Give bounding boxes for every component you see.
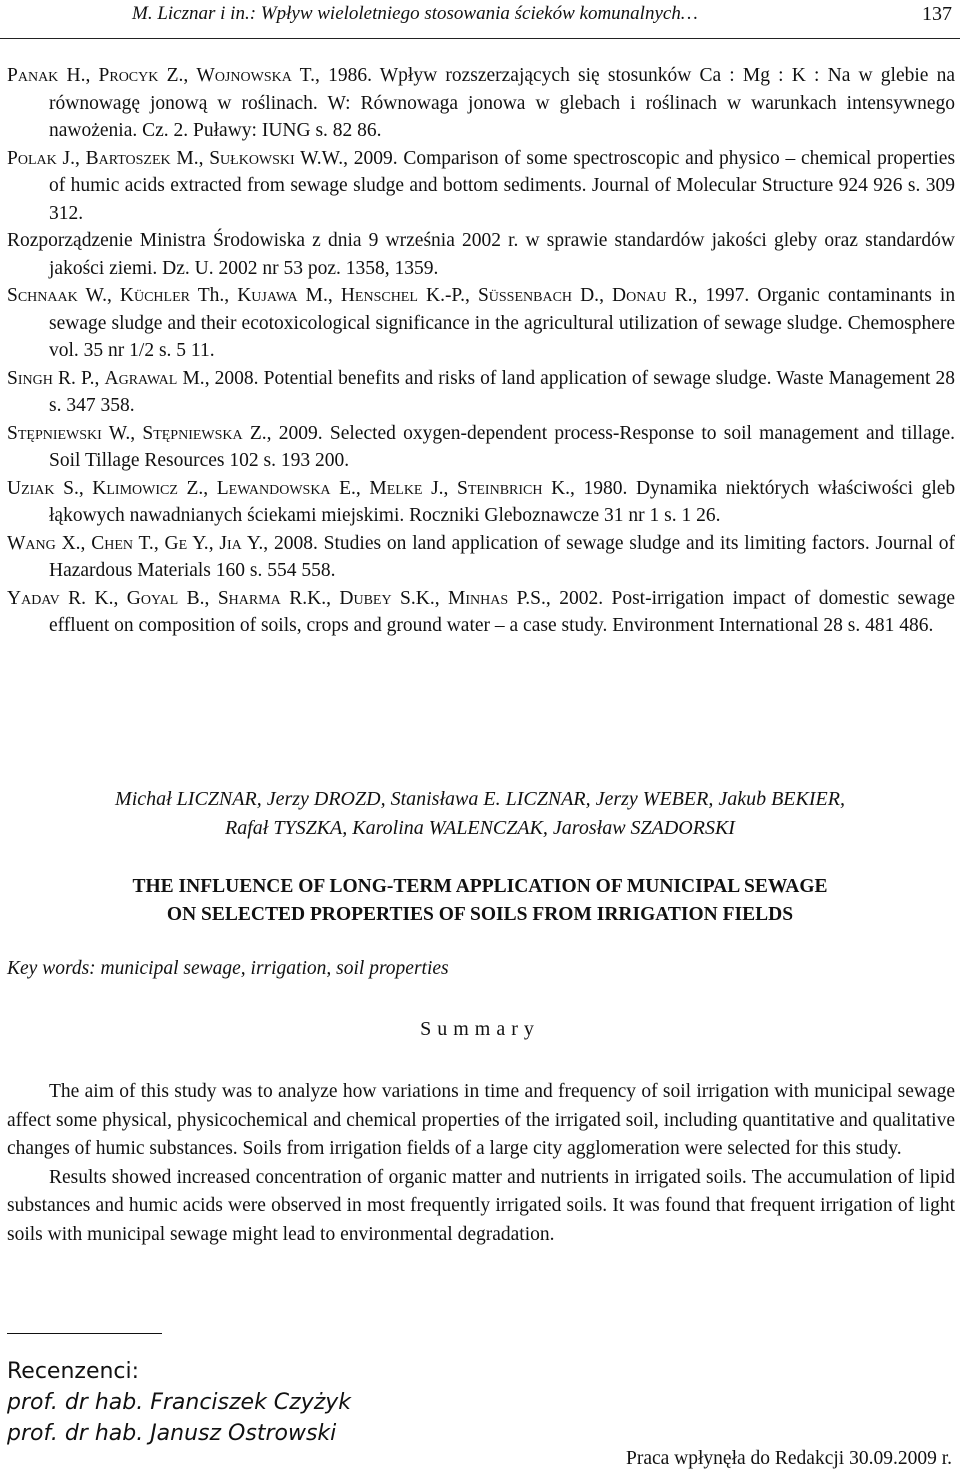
- reference-author-surname: Küchler: [119, 285, 190, 306]
- reference-author-initials: R.: [674, 285, 693, 306]
- reference-author-initials: J.: [431, 477, 444, 499]
- reference-author-initials: W.: [85, 285, 107, 306]
- reference-author-surname: Stępniewski: [7, 422, 102, 444]
- reference-entry: Panak H., Procyk Z., Wojnowska T., 1986. Wpływ rozszerzających się stosunków Ca : Mg : K : Na w glebie na równowagę jonową w roślinach. W: Równowaga jonowa w glebach i roślinach w warunkach intensywnego nawożenia. Cz. 2. Puławy: IUNG s. 82 86.: [7, 65, 956, 141]
- reference-author-initials: K.-P.: [425, 285, 465, 306]
- reference-author-surname: Bartoszek: [85, 147, 171, 169]
- reference-author-surname: Steinbrich: [456, 477, 543, 499]
- reference-author-surname: Goyal: [126, 587, 179, 609]
- summary-body: [7, 1078, 955, 1249]
- reference-author-surname: Klimowicz: [92, 477, 178, 499]
- summary-heading: Summary: [420, 1018, 540, 1040]
- reference-author-surname: Kujawa: [237, 285, 298, 306]
- reference-author-surname: Chen: [91, 532, 133, 554]
- reference-author-initials: W.W.: [300, 147, 344, 169]
- reference-entry: Uziak S., Klimowicz Z., Lewandowska E., Melke J., Steinbrich K., 1980. Dynamika niektórych właściwości gleb łąkowych nawadnianych ściekami miejskimi. Roczniki Gleboznawcze 31 nr 1 s. 1 26.: [7, 477, 956, 526]
- reference-text: Potential benefits and risks of land application of sewage sludge. Waste Management 28 s. 347 358.: [49, 367, 955, 416]
- reviewer-name: prof. dr hab. Franciszek Czyżyk: [7, 1390, 352, 1415]
- running-title: M. Licznar i in.: Wpływ wieloletniego stosowania ścieków komunalnych…: [132, 3, 698, 24]
- reference-author-initials: Th.: [197, 285, 225, 306]
- reference-text: Dynamika niektórych właściwości gleb łąkowych nawadnianych ściekami miejskimi. Roczniki Gleboznawcze 31 nr 1 s. 1 26.: [49, 477, 956, 526]
- reference-author-initials: K.: [551, 477, 571, 499]
- english-title: [0, 873, 960, 929]
- reference-author-initials: R. P.: [57, 367, 95, 389]
- reference-year: 1986: [328, 65, 368, 86]
- reference-text: Comparison of some spectroscopic and physico – chemical properties of humic acids extracted from sewage sludge and bottom sediments. Journal of Molecular Structure 924 926 s. 309 312.: [49, 147, 956, 224]
- reference-list: [7, 62, 955, 640]
- reference-author-initials: M.: [176, 147, 199, 169]
- reference-text: Rozporządzenie Ministra Środowiska z dnia 9 września 2002 r. w sprawie standardów jakości gleby oraz standardów jakości ziemi. Dz. U. 2002 nr 53 poz. 1358, 1359.: [7, 230, 955, 279]
- reference-author-surname: Panak: [7, 65, 59, 86]
- reference-author-surname: Jia: [219, 532, 242, 554]
- reference-author-initials: T.: [299, 65, 315, 86]
- reference-year: 1980: [583, 477, 623, 499]
- english-authors: [0, 785, 960, 843]
- reference-author-initials: Z.: [249, 422, 267, 444]
- reference-entry: [7, 227, 955, 282]
- reference-author-initials: D.: [580, 285, 600, 306]
- reference-author-initials: X.: [61, 532, 81, 554]
- reference-author-initials: Y.: [192, 532, 209, 554]
- reference-author-surname: Ge: [164, 532, 188, 554]
- reference-author-surname: Sharma: [217, 587, 281, 609]
- reviewers: [7, 1356, 351, 1449]
- received-date: Praca wpłynęła do Redakcji 30.09.2009 r.: [625, 1448, 952, 1469]
- reference-author-surname: Lewandowska: [216, 477, 331, 499]
- reference-author-initials: R. K.: [68, 587, 114, 609]
- reference-author-surname: Stępniewska: [142, 422, 243, 444]
- reference-entry: Wang X., Chen T., Ge Y., Jia Y., 2008. Studies on land application of sewage sludge and its limiting factors. Journal of Hazardous Materials 160 s. 554 558.: [7, 532, 955, 581]
- authors-line: Rafał TYSZKA, Karolina WALENCZAK, Jarosław SZADORSKI: [225, 817, 735, 839]
- reference-author-surname: Polak: [7, 147, 57, 169]
- reference-entry: Yadav R. K., Goyal B., Sharma R.K., Dubey S.K., Minhas P.S., 2002. Post-irrigation impact of domestic sewage effluent on composition of soils, crops and ground water – a case study. Environment International 28 s. 481 486.: [7, 587, 955, 636]
- reference-year: 2002: [559, 587, 599, 609]
- reference-author-initials: Z.: [166, 65, 184, 86]
- reference-author-initials: W.: [108, 422, 131, 444]
- reference-author-surname: Uziak: [7, 477, 55, 499]
- reference-author-initials: J.: [62, 147, 75, 169]
- reference-author-initials: B.: [186, 587, 205, 609]
- reference-entry: Schnaak W., Küchler Th., Kujawa M., Henschel K.-P., Süssenbach D., Donau R., 1997. Organic contaminants in sewage sludge and their ecotoxicological significance in the agricultural utilization of sewage sludge. Chemosphere vol. 35 nr 1/2 s. 5 11.: [7, 285, 956, 361]
- running-header: [0, 0, 960, 39]
- reference-author-surname: Yadav: [7, 587, 60, 609]
- summary-paragraph: Results showed increased concentration of organic matter and nutrients in irrigated soils. The accumulation of lipid substances and humic acids were observed in most frequently irrigated soils. It was found that frequent irrigation of light soils with municipal sewage might lead to environmental degradation.: [7, 1166, 955, 1245]
- reference-author-initials: E.: [339, 477, 356, 499]
- reference-author-surname: Süssenbach: [477, 285, 573, 306]
- reference-year: 2009: [278, 422, 318, 444]
- reference-author-surname: Minhas: [448, 587, 509, 609]
- reference-year: 2009: [353, 147, 393, 169]
- reference-author-surname: Singh: [7, 367, 53, 389]
- reviewers-label: Recenzenci:: [7, 1359, 140, 1384]
- reference-author-initials: Z.: [186, 477, 204, 499]
- reference-author-surname: Donau: [612, 285, 667, 306]
- authors-line: Michał LICZNAR, Jerzy DROZD, Stanisława E. LICZNAR, Jerzy WEBER, Jakub BEKIER,: [115, 788, 845, 810]
- reference-text: Wpływ rozszerzających się stosunków Ca : Mg : K : Na w glebie na równowagę jonową w roślinach. W: Równowaga jonowa w glebach i roślinach w warunkach intensywnego nawożenia. Cz. 2. Puławy: IUNG s. 82 86.: [49, 65, 956, 141]
- reference-author-surname: Procyk: [98, 65, 159, 86]
- reference-author-surname: Melke: [369, 477, 423, 499]
- reference-author-surname: Sułkowski: [209, 147, 295, 169]
- keywords: Key words: municipal sewage, irrigation, soil properties: [7, 958, 449, 979]
- reference-text: Selected oxygen-dependent process-Response to soil management and tillage. Soil Tillage Resources 102 s. 193 200.: [49, 422, 956, 471]
- title-line: THE INFLUENCE OF LONG-TERM APPLICATION OF MUNICIPAL SEWAGE: [132, 876, 828, 897]
- reference-author-initials: M.: [182, 367, 205, 389]
- reference-author-initials: R.K.: [289, 587, 327, 609]
- title-line: ON SELECTED PROPERTIES OF SOILS FROM IRRIGATION FIELDS: [166, 904, 794, 925]
- reference-text: Organic contaminants in sewage sludge and their ecotoxicological significance in the agricultural utilization of sewage sludge. Chemosphere vol. 35 nr 1/2 s. 5 11.: [49, 285, 956, 361]
- reference-year: 1997: [705, 285, 745, 306]
- reference-author-surname: Wang: [7, 532, 56, 554]
- reference-text: Post-irrigation impact of domestic sewage effluent on composition of soils, crops and ground water – a case study. Environment International 28 s. 481 486.: [49, 587, 955, 636]
- reference-author-surname: Wojnowska: [196, 65, 292, 86]
- reference-author-initials: T.: [138, 532, 154, 554]
- reference-author-initials: M.: [305, 285, 328, 306]
- reference-entry: Polak J., Bartoszek M., Sułkowski W.W., 2009. Comparison of some spectroscopic and physico – chemical properties of humic acids extracted from sewage sludge and bottom sediments. Journal of Molecular Structure 924 926 s. 309 312.: [7, 147, 956, 224]
- reference-text: Studies on land application of sewage sludge and its limiting factors. Journal of Hazardous Materials 160 s. 554 558.: [49, 532, 955, 581]
- reference-year: 2008: [214, 367, 254, 389]
- reference-author-initials: S.K.: [400, 587, 435, 609]
- reference-author-surname: Schnaak: [7, 285, 78, 306]
- reference-author-surname: Dubey: [339, 587, 392, 609]
- footnote-rule: [7, 1333, 162, 1334]
- summary-paragraph: The aim of this study was to analyze how variations in time and frequency of soil irrigation with municipal sewage affect some physical, physicochemical and chemical properties of the irrigated soil, including quantitative and qualitative changes of humic substances. Soils from irrigation fields of a large city agglomeration were selected for this study.: [7, 1081, 955, 1159]
- reference-entry: Stępniewski W., Stępniewska Z., 2009. Selected oxygen-dependent process-Response to soil management and tillage. Soil Tillage Resources 102 s. 193 200.: [7, 422, 956, 471]
- reference-author-surname: Agrawal: [104, 367, 178, 389]
- reference-author-initials: H.: [66, 65, 86, 86]
- page-number: 137: [922, 3, 952, 25]
- reference-author-surname: Henschel: [340, 285, 418, 306]
- reference-author-initials: P.S.: [516, 587, 546, 609]
- reference-author-initials: S.: [63, 477, 79, 499]
- reference-entry: Singh R. P., Agrawal M., 2008. Potential benefits and risks of land application of sewage sludge. Waste Management 28 s. 347 358.: [7, 367, 955, 416]
- reviewer-name: prof. dr hab. Janusz Ostrowski: [7, 1421, 337, 1446]
- reference-author-initials: Y.: [246, 532, 264, 554]
- reference-year: 2008: [273, 532, 313, 554]
